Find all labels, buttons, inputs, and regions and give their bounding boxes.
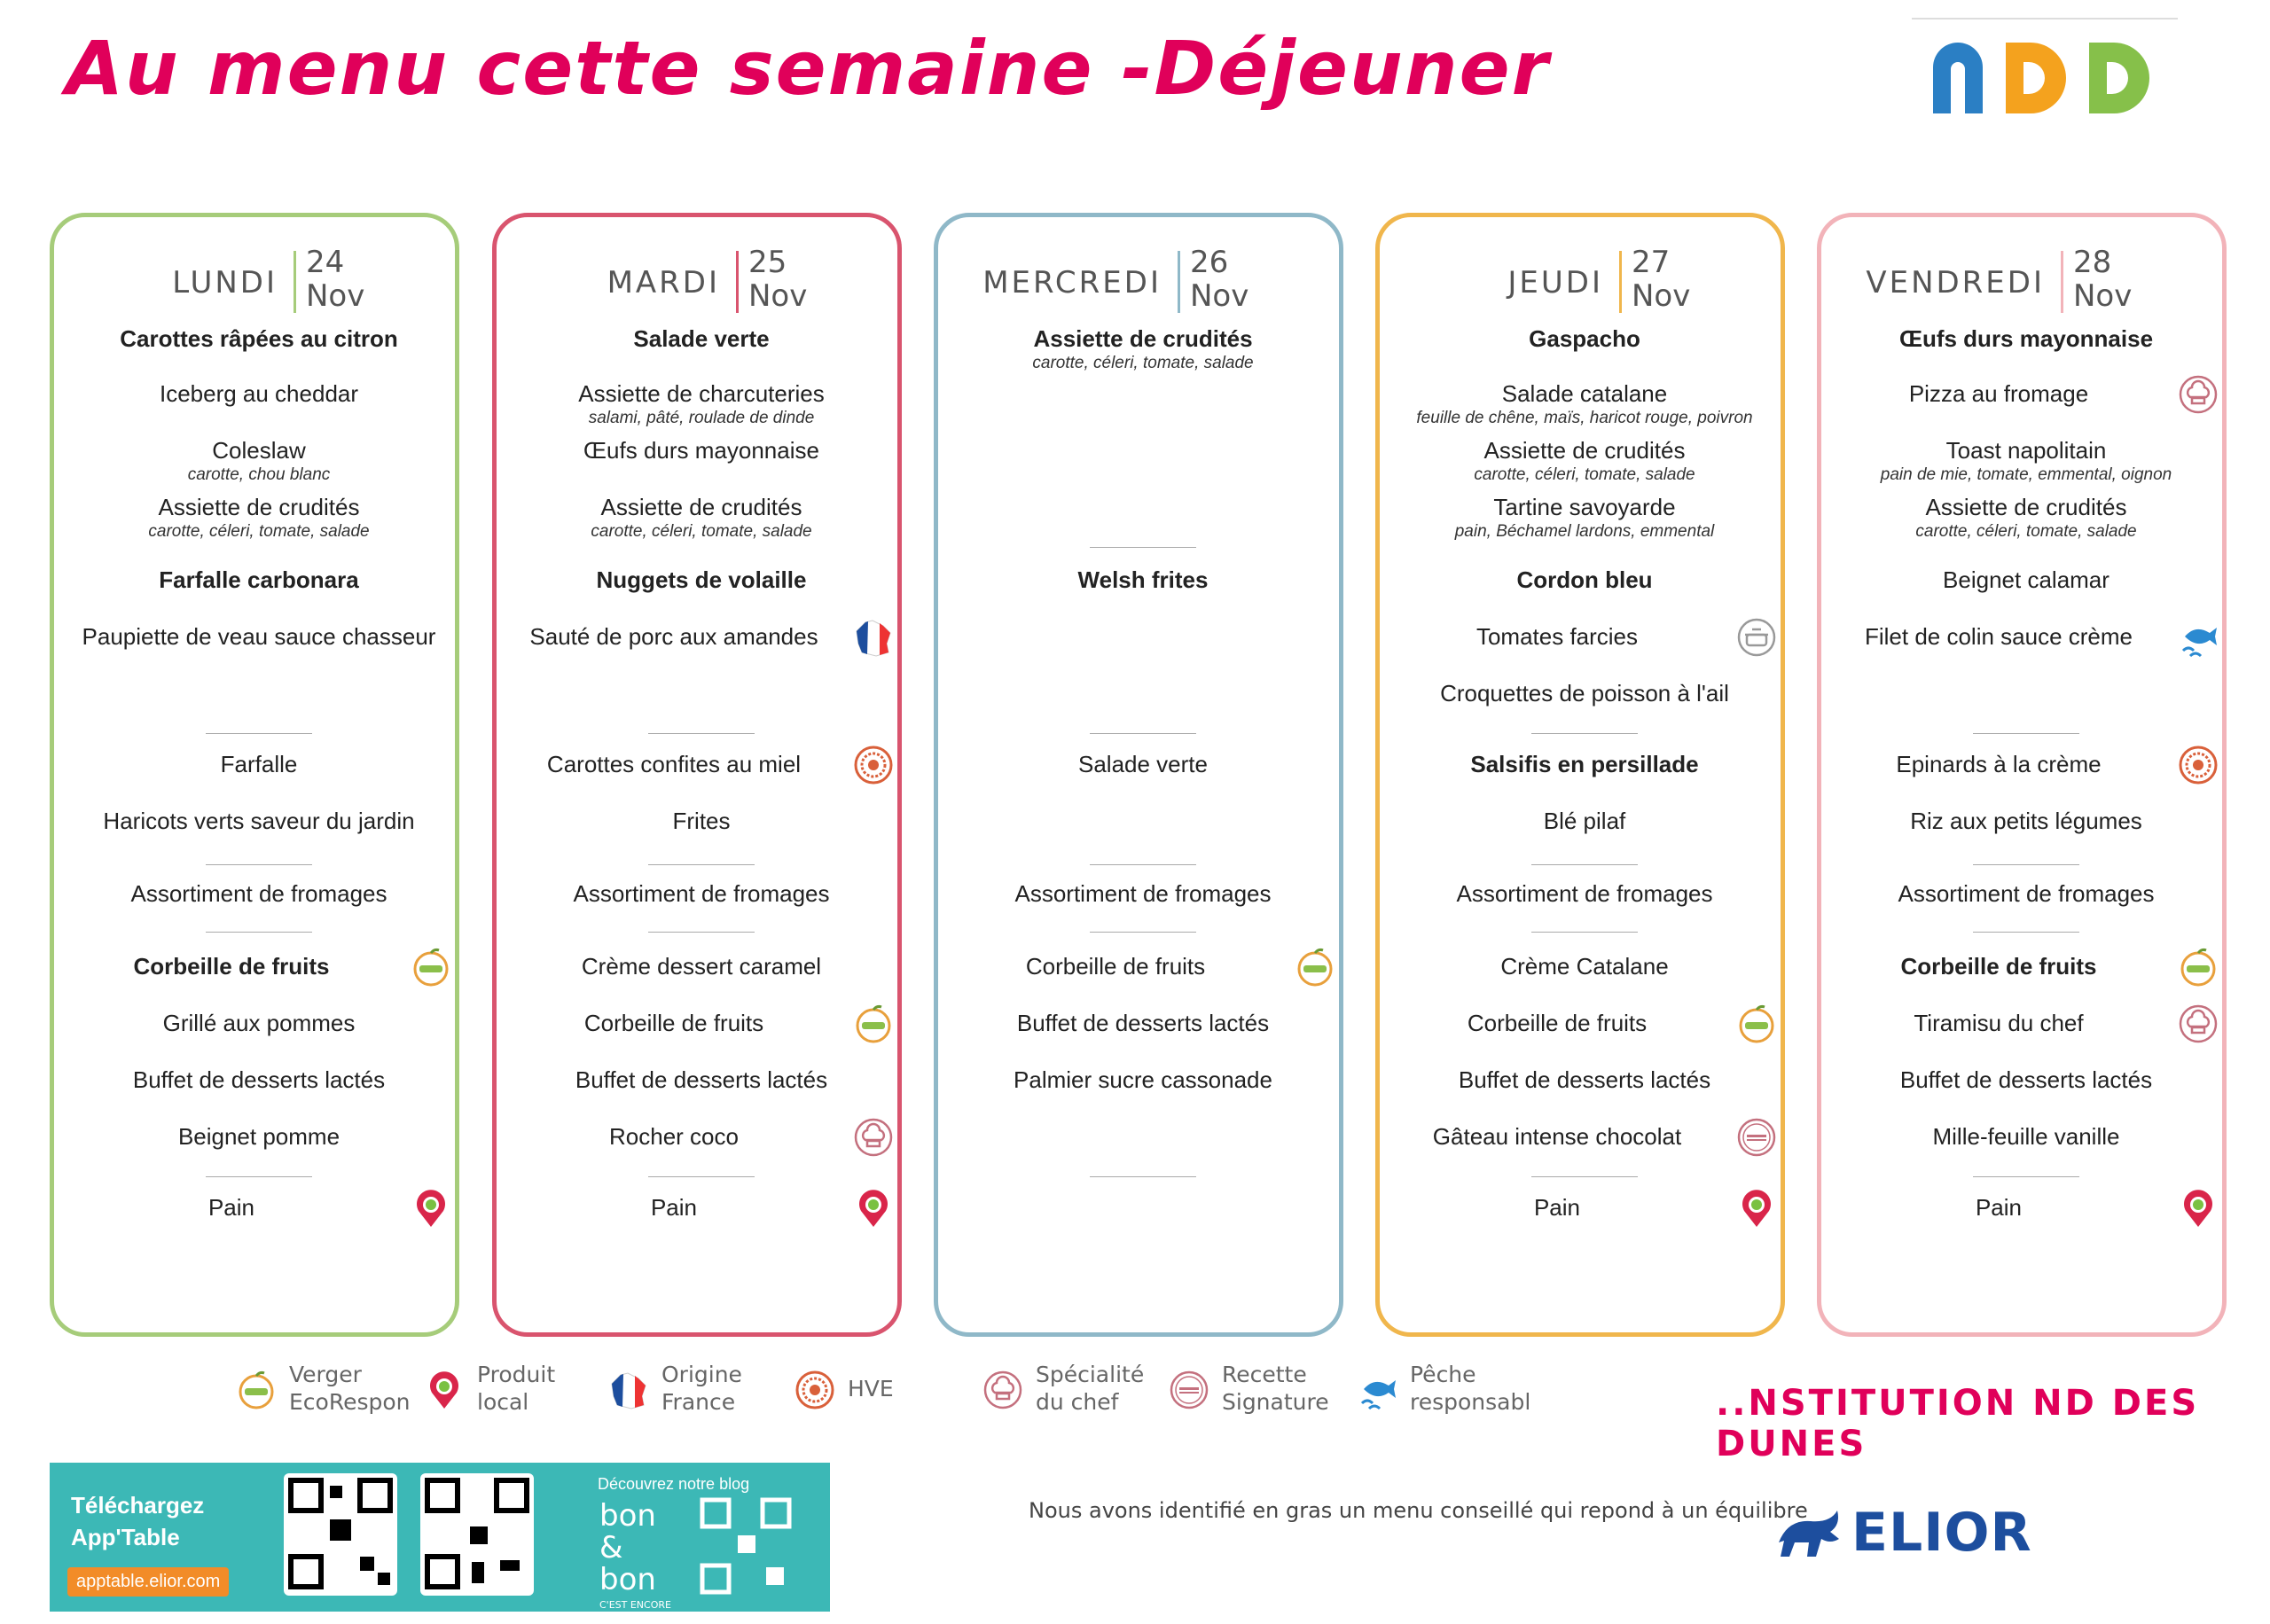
day-header [54, 233, 455, 314]
menu-item: Buffet de desserts lactés [575, 1066, 828, 1093]
day-separator [294, 251, 296, 313]
day-column-lundi [50, 213, 459, 1337]
menu-item: Cordon bleu [1516, 566, 1653, 593]
day-separator [1619, 251, 1622, 313]
recette-maison-icon [1736, 617, 1777, 658]
banner-line2: App'Table [71, 1524, 180, 1550]
hve-icon [853, 745, 894, 785]
menu-item: Tiramisu du chef [1914, 1010, 2084, 1036]
section-divider [1090, 1176, 1196, 1177]
specialite-chef-icon [982, 1370, 1023, 1410]
section-divider [1090, 932, 1196, 933]
day-name: MERCREDI [982, 265, 1162, 301]
day-number: 26 [1190, 245, 1229, 280]
section-divider [1531, 733, 1638, 734]
menu-item: Carottes confites au miel [546, 751, 802, 777]
menu-item-detail: carotte, céleri, tomate, salade [148, 522, 370, 541]
day-date [306, 246, 364, 313]
legend-label-line2: du chef [1036, 1389, 1119, 1415]
menu-item-detail: feuille de chêne, maïs, haricot rouge, poivron [1416, 409, 1753, 427]
day-column-vendredi [1817, 213, 2227, 1337]
day-date [748, 246, 807, 313]
legend-label-line1: Spécialité [1036, 1362, 1145, 1387]
menu-item-detail: carotte, céleri, tomate, salade [1474, 465, 1695, 484]
legend-label-line1: HVE [848, 1376, 894, 1401]
legend-label [661, 1361, 742, 1416]
recette-signature-icon [1736, 1117, 1777, 1158]
app-banner[interactable] [50, 1463, 830, 1623]
section-divider [1531, 1176, 1638, 1177]
menu-item: Palmier sucre cassonade [1014, 1066, 1272, 1093]
menu-item: Paupiette de veau sauce chasseur [82, 623, 436, 650]
day-separator [2061, 251, 2063, 313]
menu-item: Corbeille de fruits [133, 953, 330, 980]
menu-item: Beignet pomme [177, 1123, 340, 1150]
menu-item: Assiette de crudités [1925, 494, 2127, 520]
day-name: JEUDI [1507, 265, 1603, 301]
blog-brand: bon & bon [599, 1498, 656, 1597]
menu-item: Corbeille de fruits [1025, 953, 1206, 980]
produit-local-icon [1736, 1188, 1777, 1229]
menu-item: Assiette de crudités [1483, 437, 1686, 464]
section-divider [1973, 733, 2079, 734]
section-divider [1973, 1176, 2079, 1177]
menu-item: Nuggets de volaille [596, 566, 807, 593]
menu-item: Gâteau intense chocolat [1432, 1123, 1682, 1150]
day-header [497, 233, 897, 314]
menu-item: Farfalle carbonara [159, 566, 359, 593]
menu-item: Pain [207, 1194, 255, 1221]
legend-label-line1: Produit [477, 1362, 556, 1387]
section-divider [206, 932, 312, 933]
day-month: Nov [1632, 278, 1691, 314]
section-divider [648, 932, 755, 933]
legend-label [1410, 1361, 1530, 1416]
menu-item: Assortiment de fromages [1014, 880, 1272, 907]
produit-local-icon [424, 1370, 465, 1410]
menu-item: Assiette de crudités [158, 494, 360, 520]
menu-item: Toast napolitain [1945, 437, 2107, 464]
day-number: 27 [1632, 245, 1671, 280]
day-month: Nov [1190, 278, 1249, 314]
day-name: LUNDI [172, 265, 278, 301]
day-separator [1178, 251, 1180, 313]
menu-item: Crème Catalane [1500, 953, 1669, 980]
menu-item: Salade verte [1078, 751, 1208, 777]
section-divider [648, 1176, 755, 1177]
menu-item: Buffet de desserts lactés [1899, 1066, 2153, 1093]
legend-label-line2: France [661, 1389, 736, 1415]
balance-note: Nous avons identifié en gras un menu conseillé qui repond à un équilibre [1029, 1498, 1808, 1523]
day-date [1632, 246, 1690, 313]
menu-item: Salsifis en persillade [1470, 751, 1699, 777]
menu-item: Frites [672, 808, 731, 834]
day-header [1821, 233, 2222, 314]
blog-tagline: C'EST ENCORE MIEUX [599, 1599, 671, 1623]
menu-item: Buffet de desserts lactés [132, 1066, 386, 1093]
menu-item: Gaspacho [1529, 325, 1640, 352]
menu-item: Pizza au fromage [1908, 380, 2089, 407]
day-month: Nov [306, 278, 365, 314]
menu-item: Buffet de desserts lactés [1458, 1066, 1711, 1093]
menu-item: Assortiment de fromages [1898, 880, 2155, 907]
day-name: MARDI [607, 265, 720, 301]
menu-item: Riz aux petits légumes [1910, 808, 2142, 834]
blog-title: Découvrez notre blog [598, 1475, 750, 1493]
menu-item: Grillé aux pommes [162, 1010, 356, 1036]
menu-item: Epinards à la crème [1896, 751, 2102, 777]
blog-logo [599, 1498, 679, 1623]
section-divider [1090, 733, 1196, 734]
brand-name: ELIOR [1851, 1502, 2032, 1564]
menu-item: Salade verte [633, 325, 770, 352]
menu-item: Assiette de crudités [600, 494, 802, 520]
verger-icon [1295, 947, 1335, 988]
origine-france-icon [608, 1370, 649, 1410]
legend-label-line2: EcoRespon [289, 1389, 411, 1415]
menu-item: Assiette de crudités [1033, 325, 1253, 352]
verger-icon [1736, 1003, 1777, 1044]
menu-item: Corbeille de fruits [583, 1010, 764, 1036]
legend-label [477, 1361, 555, 1416]
day-column-mardi [492, 213, 902, 1337]
menu-item: Assiette de charcuteries [578, 380, 825, 407]
verger-icon [2178, 947, 2219, 988]
specialite-chef-icon [2178, 374, 2219, 415]
menu-item: Corbeille de fruits [1900, 953, 2097, 980]
section-divider [1973, 864, 2079, 865]
menu-item-detail: carotte, céleri, tomate, salade [591, 522, 812, 541]
menu-item: Œufs durs mayonnaise [1898, 325, 2154, 352]
peche-responsable-icon [2178, 617, 2219, 658]
menu-item: Beignet calamar [1943, 566, 2110, 593]
menu-item: Pain [650, 1194, 698, 1221]
day-header [938, 233, 1339, 314]
day-number: 24 [306, 245, 345, 280]
menu-item-detail: pain, Béchamel lardons, emmental [1454, 522, 1715, 541]
menu-item: Filet de colin sauce crème [1864, 623, 2133, 650]
hve-icon [2178, 745, 2219, 785]
legend-label-line1: Origine [661, 1362, 742, 1387]
section-divider [206, 864, 312, 865]
menu-item: Iceberg au cheddar [159, 380, 359, 407]
legend-label-line2: responsabl [1410, 1389, 1531, 1415]
produit-local-icon [411, 1188, 451, 1229]
day-name: VENDREDI [1866, 265, 2045, 301]
specialite-chef-icon [853, 1117, 894, 1158]
legend-label [289, 1361, 411, 1416]
bull-icon [1773, 1507, 1848, 1569]
day-column-mercredi [934, 213, 1343, 1337]
menu-item: Sauté de porc aux amandes [529, 623, 818, 650]
qr-code-blog[interactable] [697, 1495, 794, 1597]
section-divider [206, 733, 312, 734]
legend-label [1222, 1361, 1329, 1416]
legend-label-line2: local [477, 1389, 529, 1415]
specialite-chef-icon [2178, 1003, 2219, 1044]
verger-icon [236, 1370, 277, 1410]
menu-item: Farfalle [220, 751, 298, 777]
legend-label [1036, 1361, 1144, 1416]
menu-item: Carottes râpées au citron [120, 325, 398, 352]
banner-line1: Téléchargez [71, 1492, 205, 1519]
legend-label-line1: Recette [1222, 1362, 1307, 1387]
menu-item: Œufs durs mayonnaise [583, 437, 819, 464]
menu-item: Pain [1533, 1194, 1581, 1221]
menu-item: Haricots verts saveur du jardin [103, 808, 415, 834]
day-month: Nov [748, 278, 808, 314]
day-date [2073, 246, 2132, 313]
menu-item: Corbeille de fruits [1467, 1010, 1648, 1036]
section-divider [1531, 932, 1638, 933]
verger-icon [853, 1003, 894, 1044]
banner-url[interactable]: apptable.elior.com [67, 1567, 229, 1597]
legend-label [848, 1375, 894, 1402]
banner-download-title [71, 1489, 204, 1553]
menu-item: Mille-feuille vanille [1932, 1123, 2120, 1150]
menu-item: Coleslaw [212, 437, 306, 464]
day-header [1380, 233, 1781, 314]
menu-item: Assortiment de fromages [573, 880, 830, 907]
menu-item: Pain [1975, 1194, 2023, 1221]
institution-name: ..NSTITUTION ND DES DUNES [1716, 1383, 2200, 1464]
ndd-logo [1906, 16, 2181, 131]
menu-item: Blé pilaf [1543, 808, 1626, 834]
section-divider [1973, 932, 2079, 933]
day-separator [736, 251, 739, 313]
section-divider [1090, 864, 1196, 865]
legend-label-line2: Signature [1222, 1389, 1329, 1415]
produit-local-icon [2178, 1188, 2219, 1229]
menu-item: Croquettes de poisson à l'ail [1440, 680, 1729, 707]
day-column-jeudi [1375, 213, 1785, 1337]
menu-item: Welsh frites [1077, 566, 1209, 593]
qr-code-playstore[interactable] [420, 1473, 534, 1596]
menu-item: Salade catalane [1501, 380, 1668, 407]
day-date [1190, 246, 1248, 313]
hve-icon [794, 1370, 835, 1410]
menu-item: Tartine savoyarde [1493, 494, 1676, 520]
section-divider [648, 733, 755, 734]
section-divider [648, 864, 755, 865]
menu-item: Assortiment de fromages [1456, 880, 1713, 907]
produit-local-icon [853, 1188, 894, 1229]
menu-item-detail: carotte, chou blanc [187, 465, 331, 484]
section-divider [206, 1176, 312, 1177]
recette-signature-icon [1169, 1370, 1209, 1410]
day-month: Nov [2073, 278, 2133, 314]
menu-item: Assortiment de fromages [130, 880, 387, 907]
menu-item: Tomates farcies [1476, 623, 1639, 650]
menu-item: Crème dessert caramel [581, 953, 822, 980]
menu-item: Buffet de desserts lactés [1016, 1010, 1270, 1036]
verger-icon [411, 947, 451, 988]
legend-label-line1: Pêche [1410, 1362, 1476, 1387]
qr-code-appstore[interactable] [284, 1473, 397, 1596]
page-title: Au menu cette semaine -Déjeuner [66, 25, 1550, 112]
peche-responsable-icon [1357, 1370, 1397, 1410]
menu-item-detail: salami, pâté, roulade de dinde [588, 409, 815, 427]
legend-label-line1: Verger [289, 1362, 362, 1387]
menu-item-detail: pain de mie, tomate, emmental, oignon [1880, 465, 2172, 484]
elior-logo [1773, 1498, 2093, 1578]
origine-france-icon [853, 617, 894, 658]
menu-item-detail: carotte, céleri, tomate, salade [1915, 522, 2137, 541]
day-number: 25 [748, 245, 787, 280]
section-divider [1531, 864, 1638, 865]
menu-item: Rocher coco [609, 1123, 739, 1150]
day-number: 28 [2073, 245, 2112, 280]
section-divider [1090, 547, 1196, 548]
menu-item-detail: carotte, céleri, tomate, salade [1032, 354, 1254, 372]
